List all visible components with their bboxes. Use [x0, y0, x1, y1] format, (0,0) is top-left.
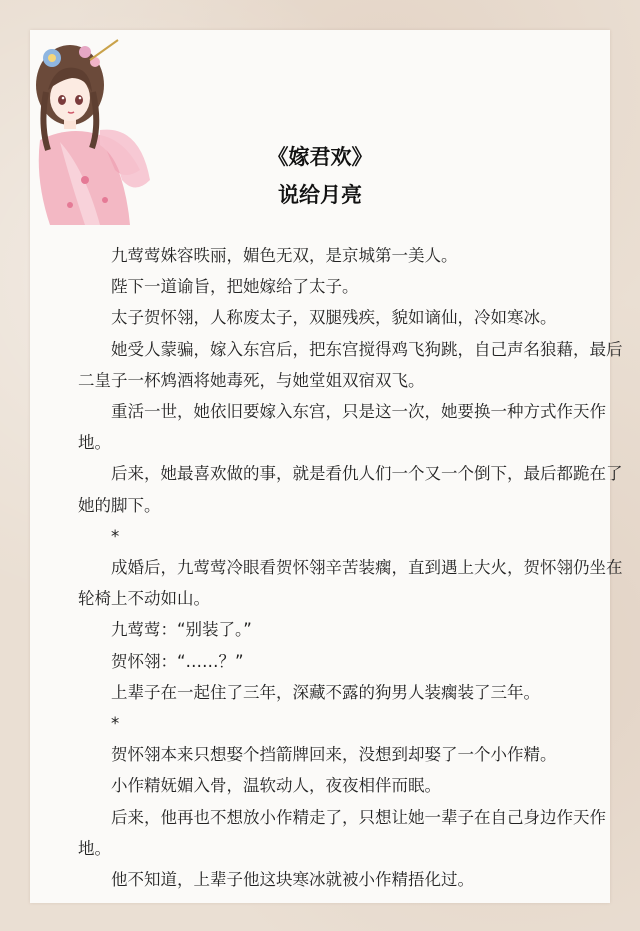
- paragraph: 九莺莺：“别装了。”: [111, 620, 252, 640]
- author-name: 说给月亮: [278, 183, 362, 207]
- paragraph: 她受人蒙骗，嫁入东宫后，把东宫搅得鸡飞狗跳，自己声名狼藉，最后二皇子一杯鸩酒将她毒死，与她堂姐双宿双飞。: [78, 339, 623, 390]
- paragraph: 重活一世，她依旧要嫁入东宫，只是这一次，她要换一种方式作天作地。: [78, 402, 606, 453]
- paragraph: 贺怀翎：“……？”: [111, 651, 244, 671]
- paragraph: 九莺莺姝容昳丽，媚色无双，是京城第一美人。: [111, 246, 458, 265]
- synopsis-text: [78, 240, 623, 895]
- book-title: 《嫁君欢》: [267, 145, 373, 169]
- content-card: [30, 30, 623, 903]
- paragraph: 成婚后，九莺莺冷眼看贺怀翎辛苦装瘸，直到遇上大火，贺怀翎仍坐在轮椅上不动如山。: [78, 558, 623, 609]
- paragraph: 陛下一道谕旨，把她嫁给了太子。: [111, 277, 359, 297]
- section-divider: *: [111, 714, 120, 734]
- section-divider: *: [111, 526, 120, 546]
- paragraph: 上辈子在一起住了三年，深藏不露的狗男人装瘸装了三年。: [111, 682, 540, 702]
- paragraph: 后来，她最喜欢做的事，就是看仇人们一个又一个倒下，最后都跪在了她的脚下。: [78, 464, 623, 515]
- paragraph: 他不知道，上辈子他这块寒冰就被小作精捂化过。: [111, 870, 474, 890]
- paragraph: 贺怀翎本来只想娶个挡箭牌回来，没想到却娶了一个小作精。: [111, 745, 557, 765]
- paragraph: 小作精妩媚入骨，温软动人，夜夜相伴而眠。: [111, 776, 441, 796]
- paragraph: 后来，他再也不想放小作精走了，只想让她一辈子在自己身边作天作地。: [78, 807, 606, 858]
- paragraph: 太子贺怀翎，人称废太子，双腿残疾，貌如谪仙，冷如寒冰。: [111, 308, 557, 328]
- title-block: [30, 142, 610, 210]
